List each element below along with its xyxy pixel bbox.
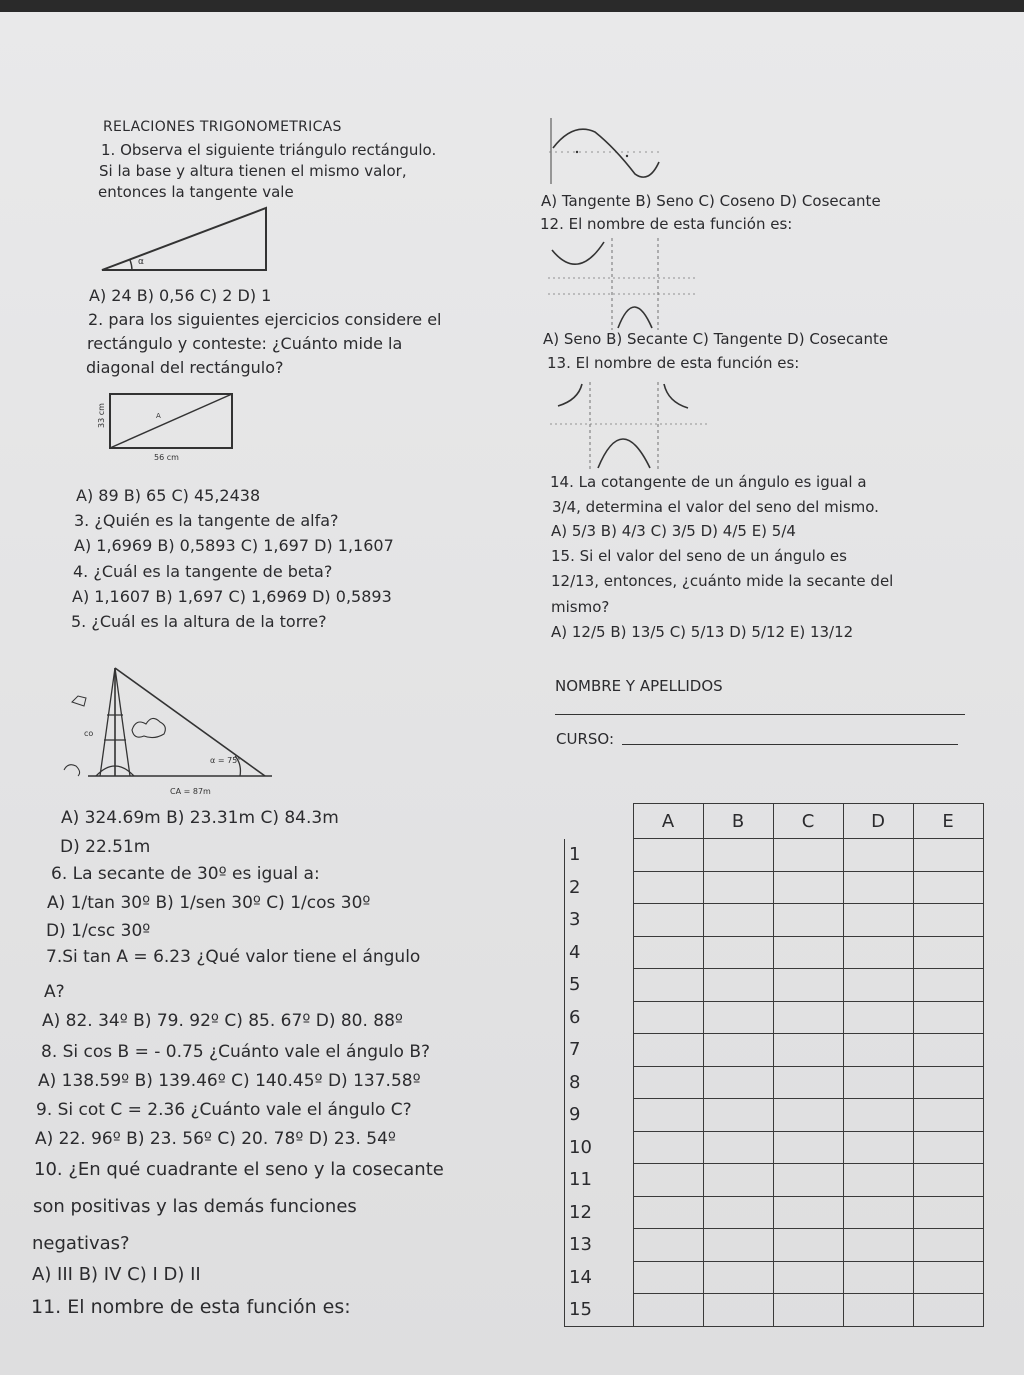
right-triangle-figure (96, 202, 276, 277)
answer-cell[interactable] (773, 1164, 843, 1197)
q14-line-1: 14. La cotangente de un ángulo es igual a (550, 473, 867, 491)
answer-cell[interactable] (843, 969, 913, 1002)
grid-row-number: 6 (565, 1001, 634, 1034)
answer-cell[interactable] (843, 1001, 913, 1034)
answer-cell[interactable] (843, 1229, 913, 1262)
answer-cell[interactable] (913, 1034, 983, 1067)
grid-row-number: 4 (565, 936, 634, 969)
answer-cell[interactable] (633, 904, 703, 937)
answer-cell[interactable] (843, 1164, 913, 1197)
answer-cell[interactable] (773, 1131, 843, 1164)
tower-figure (60, 660, 280, 800)
answer-cell[interactable] (773, 1066, 843, 1099)
q2-line-3: diagonal del rectángulo? (86, 358, 284, 377)
q1-line-1: 1. Observa el siguiente triángulo rectángulo. (101, 141, 437, 159)
answer-cell[interactable] (633, 1131, 703, 1164)
q1-angle-label: α (138, 257, 144, 267)
answer-cell[interactable] (843, 839, 913, 872)
q5-angle-label: α = 75° (210, 756, 242, 765)
answer-cell[interactable] (773, 871, 843, 904)
answer-cell[interactable] (703, 1196, 773, 1229)
grid-row (565, 1131, 984, 1164)
answer-cell[interactable] (843, 1294, 913, 1327)
answer-cell[interactable] (843, 871, 913, 904)
grid-row-number: 13 (565, 1229, 634, 1262)
grid-row-number: 1 (565, 839, 634, 872)
grid-row-number: 8 (565, 1066, 634, 1099)
grid-row (565, 1034, 984, 1067)
q2-diag-label: A (156, 412, 161, 420)
grid-row (565, 1261, 984, 1294)
q7-line-2: A? (44, 982, 65, 1002)
answer-grid (564, 803, 984, 1327)
q2-line-1: 2. para los siguientes ejercicios considere el (88, 310, 442, 329)
q14-line-2: 3/4, determina el valor del seno del mismo. (552, 498, 879, 516)
answer-cell[interactable] (633, 1229, 703, 1262)
rectangle-figure (92, 388, 242, 468)
answer-cell[interactable] (843, 1196, 913, 1229)
course-label: CURSO: (556, 730, 614, 748)
q6-options-2: D) 1/csc 30º (46, 921, 151, 941)
q2-height-label: 33 cm (97, 403, 106, 428)
answer-cell[interactable] (703, 871, 773, 904)
answer-cell[interactable] (773, 1034, 843, 1067)
q14-options: A) 5/3 B) 4/3 C) 3/5 D) 4/5 E) 5/4 (551, 522, 796, 540)
answer-cell[interactable] (633, 1099, 703, 1132)
q11-function-graph (545, 118, 665, 188)
answer-cell[interactable] (773, 1196, 843, 1229)
q15-line-1: 15. Si el valor del seno de un ángulo es (551, 547, 847, 565)
answer-cell[interactable] (633, 1261, 703, 1294)
answer-cell[interactable] (633, 969, 703, 1002)
q6-text: 6. La secante de 30º es igual a: (51, 864, 320, 884)
grid-row (565, 936, 984, 969)
answer-cell[interactable] (703, 1164, 773, 1197)
answer-cell[interactable] (703, 936, 773, 969)
answer-cell[interactable] (633, 1294, 703, 1327)
q7-line-1: 7.Si tan A = 6.23 ¿Qué valor tiene el ángulo (46, 947, 421, 967)
answer-cell[interactable] (843, 1066, 913, 1099)
grid-row (565, 839, 984, 872)
answer-cell[interactable] (773, 969, 843, 1002)
q10-options: A) III B) IV C) I D) II (32, 1264, 201, 1285)
grid-row-number: 11 (565, 1164, 634, 1197)
answer-cell[interactable] (913, 1066, 983, 1099)
name-field-line[interactable] (555, 714, 965, 715)
answer-cell[interactable] (703, 904, 773, 937)
answer-cell[interactable] (773, 1229, 843, 1262)
q8-options: A) 138.59º B) 139.46º C) 140.45º D) 137.58º (38, 1071, 421, 1091)
answer-cell[interactable] (773, 839, 843, 872)
answer-cell[interactable] (913, 1196, 983, 1229)
q5-ca-label: CA = 87m (170, 787, 211, 796)
q7-options: A) 82. 34º B) 79. 92º C) 85. 67º D) 80. 88º (42, 1011, 403, 1031)
q11-options: A) Tangente B) Seno C) Coseno D) Cosecante (541, 192, 881, 210)
grid-row (565, 1229, 984, 1262)
grid-col-e: E (913, 804, 983, 839)
grid-row-number: 12 (565, 1196, 634, 1229)
grid-row (565, 1164, 984, 1197)
answer-cell[interactable] (913, 1164, 983, 1197)
grid-corner (565, 804, 634, 839)
grid-row (565, 969, 984, 1002)
answer-cell[interactable] (913, 904, 983, 937)
q1-line-2: Si la base y altura tienen el mismo valor, (99, 162, 407, 180)
answer-cell[interactable] (703, 1001, 773, 1034)
answer-cell[interactable] (703, 839, 773, 872)
q13-function-graph (550, 380, 710, 472)
answer-cell[interactable] (843, 1261, 913, 1294)
answer-cell[interactable] (703, 969, 773, 1002)
grid-row-number: 15 (565, 1294, 634, 1327)
grid-row-number: 2 (565, 871, 634, 904)
q11-text: 11. El nombre de esta función es: (31, 1296, 351, 1318)
name-label: NOMBRE Y APELLIDOS (555, 677, 723, 695)
answer-cell[interactable] (913, 1294, 983, 1327)
answer-cell[interactable] (703, 1229, 773, 1262)
answer-cell[interactable] (633, 1066, 703, 1099)
q3-options: A) 1,6969 B) 0,5893 C) 1,697 D) 1,1607 (74, 536, 394, 555)
answer-cell[interactable] (843, 1131, 913, 1164)
grid-col-d: D (843, 804, 913, 839)
answer-cell[interactable] (773, 1261, 843, 1294)
q9-options: A) 22. 96º B) 23. 56º C) 20. 78º D) 23. 54º (35, 1129, 396, 1149)
answer-cell[interactable] (703, 1066, 773, 1099)
q13-text: 13. El nombre de esta función es: (547, 354, 800, 372)
answer-cell[interactable] (633, 1001, 703, 1034)
grid-row (565, 1001, 984, 1034)
grid-row-number: 3 (565, 904, 634, 937)
answer-cell[interactable] (633, 1034, 703, 1067)
q6-options-1: A) 1/tan 30º B) 1/sen 30º C) 1/cos 30º (47, 893, 371, 913)
answer-cell[interactable] (773, 1294, 843, 1327)
answer-cell[interactable] (633, 936, 703, 969)
q5-options-2: D) 22.51m (60, 837, 151, 857)
grid-row (565, 1196, 984, 1229)
answer-cell[interactable] (913, 936, 983, 969)
q15-options: A) 12/5 B) 13/5 C) 5/13 D) 5/12 E) 13/12 (551, 623, 854, 641)
q2-options: A) 89 B) 65 C) 45,2438 (76, 486, 261, 505)
q15-line-3: mismo? (551, 598, 610, 616)
grid-row-number: 5 (565, 969, 634, 1002)
answer-cell[interactable] (913, 839, 983, 872)
answer-cell[interactable] (913, 1261, 983, 1294)
answer-cell[interactable] (843, 904, 913, 937)
q12-function-graph (548, 236, 698, 332)
grid-col-a: A (633, 804, 703, 839)
q10-line-2: son positivas y las demás funciones (33, 1196, 357, 1217)
grid-row (565, 1099, 984, 1132)
grid-row (565, 871, 984, 904)
grid-row-number: 7 (565, 1034, 634, 1067)
answer-cell[interactable] (773, 1001, 843, 1034)
q10-line-3: negativas? (32, 1233, 130, 1254)
grid-col-b: B (703, 804, 773, 839)
answer-cell[interactable] (633, 839, 703, 872)
grid-row-number: 10 (565, 1131, 634, 1164)
answer-cell[interactable] (703, 1034, 773, 1067)
q5-text: 5. ¿Cuál es la altura de la torre? (71, 612, 327, 631)
grid-row-number: 9 (565, 1099, 634, 1132)
q3-text: 3. ¿Quién es la tangente de alfa? (74, 511, 339, 530)
answer-cell[interactable] (913, 1099, 983, 1132)
answer-cell[interactable] (913, 1229, 983, 1262)
q1-options: A) 24 B) 0,56 C) 2 D) 1 (89, 286, 272, 305)
q9-text: 9. Si cot C = 2.36 ¿Cuánto vale el ángulo C? (36, 1100, 412, 1120)
answer-cell[interactable] (773, 936, 843, 969)
answer-cell[interactable] (913, 969, 983, 1002)
answer-cell[interactable] (633, 1164, 703, 1197)
grid-row (565, 1294, 984, 1327)
answer-cell[interactable] (703, 1131, 773, 1164)
q12-options: A) Seno B) Secante C) Tangente D) Cosecante (543, 330, 889, 348)
q2-line-2: rectángulo y conteste: ¿Cuánto mide la (87, 334, 403, 353)
answer-cell[interactable] (913, 1131, 983, 1164)
course-field-line[interactable] (622, 744, 958, 745)
answer-cell[interactable] (913, 1001, 983, 1034)
grid-row (565, 1066, 984, 1099)
q10-line-1: 10. ¿En qué cuadrante el seno y la cosecante (34, 1159, 444, 1180)
q8-text: 8. Si cos B = - 0.75 ¿Cuánto vale el ángulo B? (41, 1042, 431, 1062)
answer-cell[interactable] (843, 1034, 913, 1067)
q4-text: 4. ¿Cuál es la tangente de beta? (73, 562, 333, 581)
grid-row (565, 904, 984, 937)
grid-col-c: C (773, 804, 843, 839)
q1-line-3: entonces la tangente vale (98, 183, 294, 201)
q15-line-2: 12/13, entonces, ¿cuánto mide la secante del (551, 572, 894, 590)
answer-cell[interactable] (633, 1196, 703, 1229)
answer-cell[interactable] (773, 904, 843, 937)
q5-co-label: co (84, 729, 94, 738)
answer-cell[interactable] (633, 871, 703, 904)
q4-options: A) 1,1607 B) 1,697 C) 1,6969 D) 0,5893 (72, 587, 392, 606)
q5-options-1: A) 324.69m B) 23.31m C) 84.3m (61, 808, 339, 828)
answer-cell[interactable] (843, 1099, 913, 1132)
answer-cell[interactable] (913, 871, 983, 904)
answer-cell[interactable] (703, 1294, 773, 1327)
q12-text: 12. El nombre de esta función es: (540, 215, 793, 233)
grid-row-number: 14 (565, 1261, 634, 1294)
answer-cell[interactable] (843, 936, 913, 969)
answer-cell[interactable] (703, 1099, 773, 1132)
q2-base-label: 56 cm (154, 453, 179, 462)
page-title: RELACIONES TRIGONOMETRICAS (103, 119, 342, 135)
answer-cell[interactable] (703, 1261, 773, 1294)
answer-cell[interactable] (773, 1099, 843, 1132)
